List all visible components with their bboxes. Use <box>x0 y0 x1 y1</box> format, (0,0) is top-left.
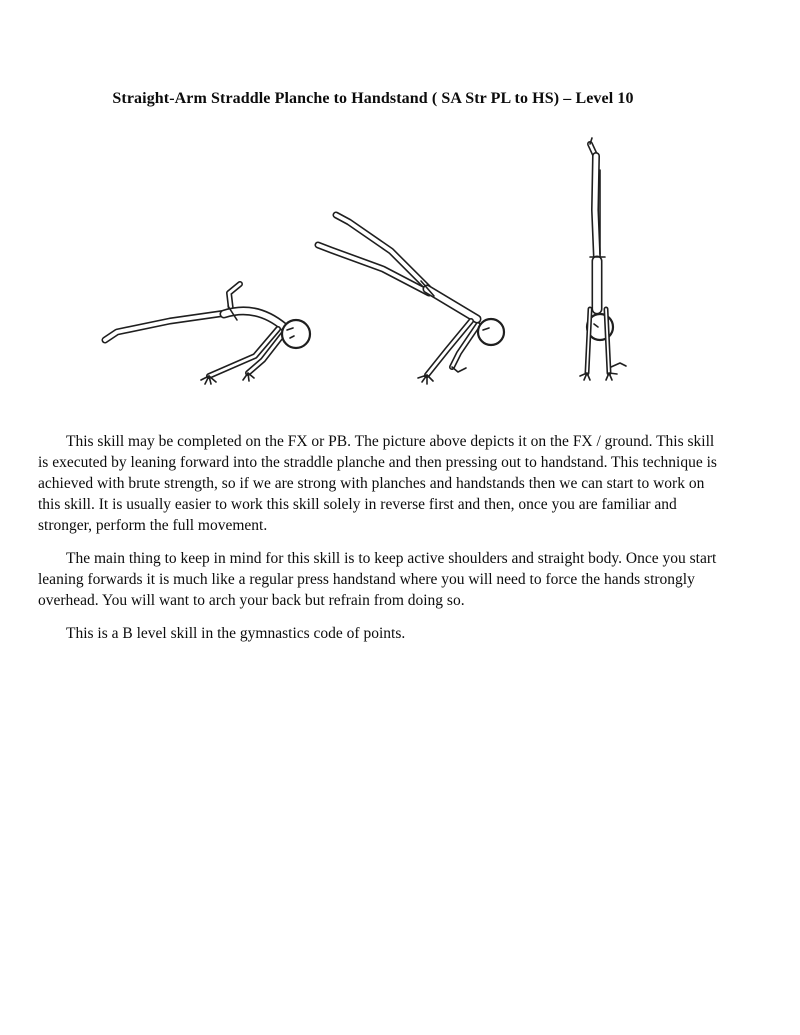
paragraph-2: The main thing to keep in mind for this skill is to keep active shoulders and straight body. Once you start leaning forwards it is much like a regular press handstand where you will need to force the hands strongly overhead. You will want to arch your back but refrain from doing so. <box>38 550 717 609</box>
gymnast-drawings <box>0 130 800 400</box>
paragraph-3: This is a B level skill in the gymnastics code of points. <box>66 625 406 642</box>
page-title: Straight-Arm Straddle Planche to Handstand ( SA Str PL to HS) – Level 10 <box>112 90 634 107</box>
handstand-figure-icon <box>580 138 626 380</box>
body-text <box>38 431 718 656</box>
press-midpoint-figure-icon <box>318 215 504 384</box>
head <box>282 320 310 348</box>
straddle-planche-figure-icon <box>105 284 310 384</box>
paragraph-1: This skill may be completed on the FX or PB. The picture above depicts it on the FX / ground. This skill is executed by leaning forward into the straddle planche and then pressing out to handstand. This technique is achieved with brute strength, so if we are strong with planches and handstands then we can start to work on this skill. It is usually easier to work this skill solely in reverse first and then, once you are familiar and stronger, perform the full movement. <box>38 433 717 534</box>
figure-sequence <box>0 130 800 400</box>
head <box>478 319 504 345</box>
